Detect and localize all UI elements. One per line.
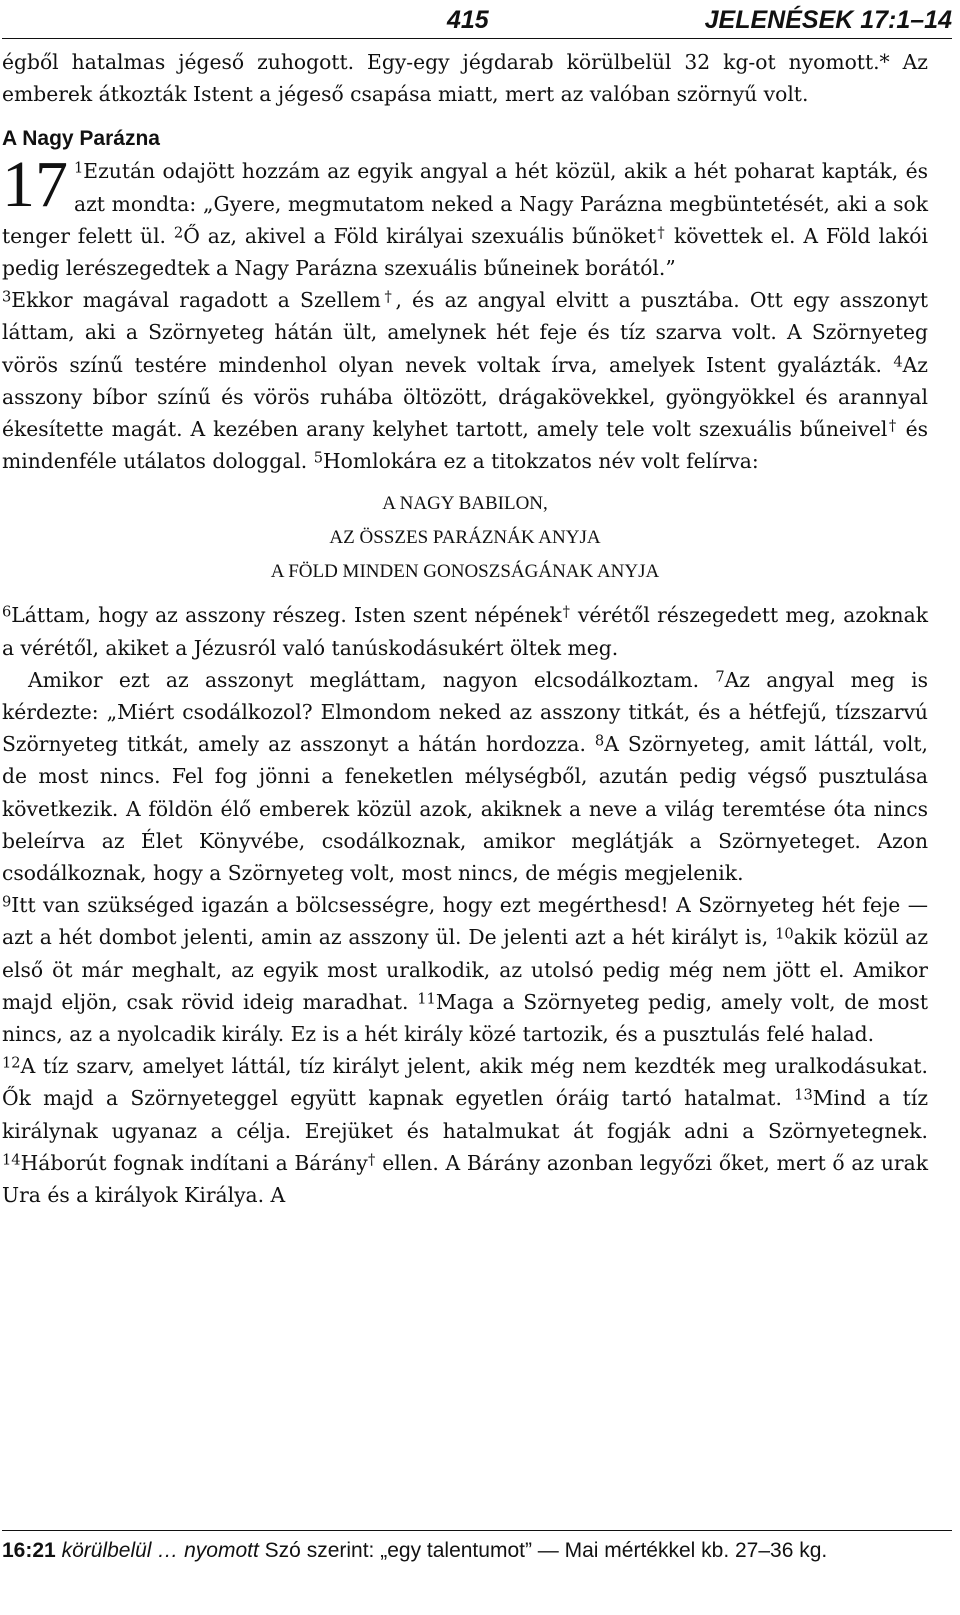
glossary-dagger: † [887, 417, 898, 435]
verse-text: Láttam, hogy az asszony részeg. Isten szent népének [11, 603, 562, 628]
paragraph [2, 599, 928, 663]
footnote-text: Szó szerint: „egy talentumot” — Mai mértékkel kb. 27–36 kg. [264, 1539, 828, 1562]
verse-number: 6 [2, 603, 12, 621]
inscription-line: AZ ÖSSZES PARÁZNÁK ANYJA [329, 527, 601, 549]
verse-number: 2 [173, 224, 184, 242]
running-header [2, 4, 952, 39]
verse-text: Ezután odajött hozzám az egyik angyal a hét közül, akik a hét poharat kapták, és azt mondta: „Gyere, megmutatom neked a Nagy Parázna megbüntetését, aki a sok tenger felett ül. [2, 159, 928, 248]
verse-text: A Szörnyeteg, amit láttál, volt, de most nincs. Fel fog jönni a feneketlen mélységből, azután pedig végső pusztulása következik. A földön élő emberek közül azok, akiknek a neve a világ teremtése óta nincs beleírva az Élet Könyvébe, csodálkoznak, amikor meglátják a Szörnyeteget. Azon csodálkoznak, hogy a Szörnyeteg volt, most nincs, de mégis megjelenik. [2, 732, 929, 886]
verse-number: 5 [313, 449, 323, 467]
chapter-reference: JELENÉSEK 17:1–14 [704, 6, 952, 34]
chapter-number: 17 [2, 148, 68, 222]
footnote-reference: 16:21 [2, 1539, 56, 1562]
paragraph [2, 284, 928, 477]
footnote-lemma: körülbelül … nyomott [61, 1539, 259, 1562]
verse-text: Itt van szükséged igazán a bölcsességre, hogy ezt megérthesd! A Szörnyeteg hét feje — azt a hét dombot jelenti, amin az asszony ül. De jelenti azt a hét királyt is, [2, 893, 928, 950]
verse-number: 4 [893, 353, 903, 371]
page-number: 415 [447, 6, 489, 34]
inscription-line: A FÖLD MINDEN GONOSZSÁGÁNAK ANYJA [270, 561, 660, 583]
inscription [2, 487, 928, 589]
verse-text: Háborút fognak indítani a Bárány [20, 1150, 368, 1175]
glossary-dagger: † [655, 224, 667, 242]
glossary-dagger: † [367, 1151, 376, 1169]
verse-text: Az angyal meg is kérdezte: „Miért csodálkozol? Elmondom neked az asszony titkát, és a hétfejű, tízszarvú Szörnyeteg titkát, amely az asszonyt a hátán hordozza. [2, 667, 928, 757]
paragraph-chapter-start [2, 148, 929, 284]
verse-text: Ekkor magával ragadott a Szellem [11, 288, 381, 313]
verse-number: 11 [417, 990, 436, 1008]
verse-text: , és az angyal elvitt a pusztába. Ott egy asszonyt láttam, aki a Szörnyeteg hátán ült, amelynek hét feje és tíz szarva volt. A Szörnyeteg vörös színű testére mindenhol olyan nevek voltak írva, amelyek Istent gyalázták. [2, 288, 928, 377]
inscription-line: A NAGY BABILON, [382, 493, 548, 515]
verse-number: 10 [775, 925, 794, 943]
paragraph-continuation [2, 46, 928, 110]
glossary-dagger: † [561, 603, 571, 621]
verse-text: A tíz szarv, amelyet láttál, tíz királyt jelent, akik még nem kezdték meg uralkodásukat. Ők majd a Szörnyeteggel együtt kapnak egyetlen óráig tartó hatalmat. [2, 1054, 928, 1111]
verse-text: akik közül az első öt már meghalt, az egyik most uralkodik, az utolsó pedig még nem jött el. Amikor majd eljön, csak rövid ideig maradhat. [2, 925, 929, 1014]
verse-text: vérétől részegedett meg, azoknak a vérétől, akiket a Jézusról való tanúskodásukért öltek meg. [2, 603, 928, 660]
verse-number: 14 [2, 1151, 21, 1169]
verse-text: ellen. A Bárány azonban legyőzi őket, mert ő az urak Ura és a királyok Királya. A [2, 1150, 928, 1208]
paragraph [2, 1050, 928, 1211]
verse-number: 9 [2, 893, 12, 911]
verse-text: Az asszony bíbor színű és vörös ruhába öltözött, drágakövekkel, gyöngyökkel és arannyal ékesítette magát. A kezében arany kelyhet tartott, amely tele volt szexuális bűneivel [2, 352, 928, 442]
paragraph [2, 889, 928, 1050]
section-heading: A Nagy Parázna [2, 127, 160, 151]
verse-number: 8 [594, 732, 605, 750]
verse-text: égből hatalmas jégeső zuhogott. Egy-egy jégdarab körülbelül 32 kg-ot nyomott.* Az emberek átkozták Istent a jégeső csapása miatt, mert az valóban szörnyű volt. [2, 50, 928, 107]
verse-text: Mind a tíz királynak ugyanaz a célja. Erejüket és hatalmukat át fogják adni a Szörnyetegnek. [2, 1086, 929, 1143]
verse-text: Amikor ezt az asszonyt megláttam, nagyon elcsodálkoztam. [28, 667, 716, 692]
verse-number: 7 [715, 668, 725, 686]
verse-number: 1 [74, 159, 84, 177]
verse-text: Maga a Szörnyeteg pedig, amely volt, de most nincs, az a nyolcadik király. Ez is a hét király közé tartozik, és a pusztulás felé halad. [2, 989, 928, 1047]
footnote [2, 1530, 952, 1567]
glossary-dagger: † [380, 288, 396, 306]
verse-number: 3 [2, 288, 12, 306]
verse-number: 12 [2, 1054, 21, 1072]
verse-text: követtek el. A Föld lakói pedig lerészegedtek a Nagy Parázna szexuális bűneinek borától.” [2, 223, 929, 281]
verse-text: Ő az, akivel a Föld királyai szexuális bűnöket [183, 223, 656, 248]
verse-text: Homlokára ez a titokzatos név volt felírva: [323, 449, 759, 474]
bible-text [2, 46, 928, 1211]
verse-text: és mindenféle utálatos dologgal. [2, 417, 929, 474]
paragraph [2, 664, 928, 889]
verse-number: 13 [794, 1086, 813, 1104]
